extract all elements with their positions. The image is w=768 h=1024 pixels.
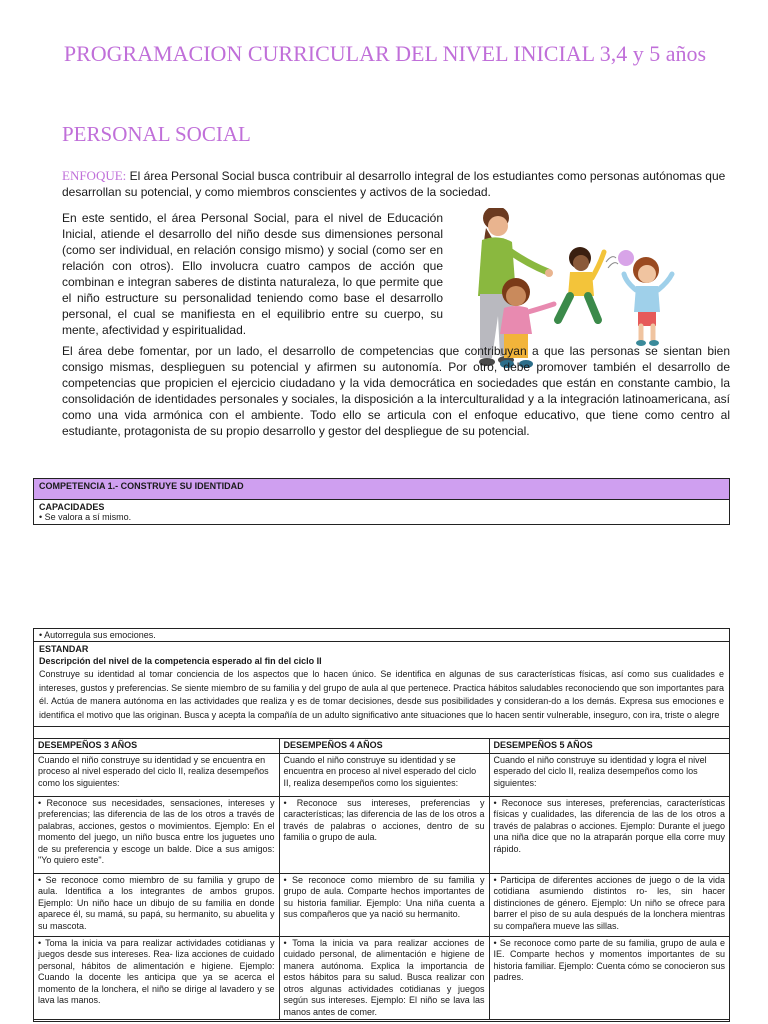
table-cell: • Reconoce sus necesidades, sensaciones, intereses y preferencias; las diferencia de las de los otros a través de palabras, acciones, gestos o movimientos. Ejemplo: En el momento del juego, un niño busca entre los juguetes uno de su preferencia y escoge un balde. Dice a sus amigos: "Yo quiero este". <box>34 796 279 873</box>
table-cell: Cuando el niño construye su identidad y se encuentra en proceso al nivel esperado del ciclo II, realiza desempeños como los siguientes: <box>279 753 489 796</box>
table-cell: Cuando el niño construye su identidad y se encuentra en proceso al nivel esperado del ciclo II, realiza desempeños como los siguientes: <box>34 753 279 796</box>
capacidades-cell <box>34 500 730 525</box>
enfoque-paragraph <box>62 168 730 200</box>
table-cell: • Se reconoce como miembro de su familia y grupo de aula. Comparte hechos importantes de su historia familiar. Ejemplo: Una niña cuenta a sus compañeros que ya nació su hermanito. <box>279 873 489 936</box>
table-cell: • Reconoce sus intereses, preferencias, características físicas y cualidades, las diferencia de las de los otros a través de palabras o acciones. Ejemplo: Durante el juego una niña dice que no la atraparán porque ella corre muy rápido. <box>489 796 729 873</box>
header-3-anos: DESEMPEÑOS 3 AÑOS <box>34 739 279 753</box>
table-cell: • Reconoce sus intereses, preferencias y características; las diferencia de las de los otros a través de palabras o acciones, dentro de su familia o grupo de aula. <box>279 796 489 873</box>
estandar-label: ESTANDAR <box>39 644 89 654</box>
table-cell: • Toma la inicia va para realizar actividades cotidianas y juegos desde sus intereses. Rea- liza acciones de cuidado personal, hábitos de alimentación e higiene. Ejemplo: Cuando la docente les anticipa que ya se acerca el momento de la lonchera, el niño se dirige al lavadero y se lava las manos. <box>34 936 279 1020</box>
table-cell: Cuando el niño construye su identidad y logra el nivel esperado del ciclo II, realiza desempeños como los siguientes: <box>489 753 729 796</box>
competencia-table <box>33 478 730 525</box>
table-cell: • Se reconoce como parte de su familia, grupo de aula e IE. Comparte hechos y momentos importantes de su historia familiar. Ejemplo: Cuenta cómo se conocieron sus padres. <box>489 936 729 1020</box>
spacer-row <box>34 727 729 739</box>
table-cell: • Se reconoce como miembro de su familia y grupo de aula. Identifica a los integrantes de ambos grupos. Ejemplo: Un niño hace un dibujo de su familia en donde aparece él, su mamá, su papá, su hermanito, su abuelita y su mascota. <box>34 873 279 936</box>
capacidades-label: CAPACIDADES <box>39 502 105 512</box>
estandar-desempenos-block <box>33 628 730 1022</box>
estandar-desc-title: Descripción del nivel de la competencia esperado al fin del ciclo II <box>39 656 322 666</box>
intro-paragraph-1: En este sentido, el área Personal Social, para el nivel de Educación Inicial, atiende el desarrollo del niño desde sus dimensiones personal (como ser individual, en relación consigo mismo) y social (como ser en relación con otros). Ello involucra cuatro campos de acción que combinan e integran saberes de distinta naturaleza, lo que permite que el niño estructure su personalidad teniendo como base el desarrollo personal, el cual se manifiesta en el equilibrio entre su cuerpo, su mente, afectividad y espiritualidad. <box>62 211 443 337</box>
intro-paragraph-2: El área debe fomentar, por un lado, el desarrollo de competencias que contribuyan a que las personas se sientan bien consigo mismas, desplieguen su potencial y afirmen su autonomía. Por otro, debe promover también el desarrollo de competencias que propicien el ejercicio ciudadano y la vida democrática en sociedades que están en constante cambio, la consolidación de identidades personales y sociales, la disposición a la interculturalidad y a la integración latinoamericana, así como una vida armónica con el ambiente. Todo ello se articula con el enfoque educativo, que tiene como centro al estudiante, protagonista de su propio desarrollo y gestor del despliegue de su potencial. <box>62 344 730 438</box>
enfoque-text: El área Personal Social busca contribuir al desarrollo integral de los estudiantes como personas autónomas que desarrollan su potencial, y como miembros conscientes y activos de la sociedad. <box>62 169 726 199</box>
page-title: PROGRAMACION CURRICULAR DEL NIVEL INICIAL 3,4 y 5 años <box>63 41 707 66</box>
capacidad-item: • Autorregula sus emociones. <box>34 629 729 642</box>
capacidad-item: • Se valora a sí mismo. <box>39 512 132 522</box>
header-5-anos: DESEMPEÑOS 5 AÑOS <box>489 739 729 753</box>
estandar-desc-text: Construye su identidad al tomar conciencia de los aspectos que lo hacen único. Se identifica en algunas de sus características físicas, así como sus cualidades e intereses, gustos y preferencias. Se siente miembro de su familia y del grupo de aula al que pertenece. Practica hábitos saludables reconociendo que son importantes para él. Actúa de manera autónoma en las actividades que realiza y es de tomar decisiones, desde sus posibilidades y consideran-do a los demás. Expresa sus emociones e identifica el motivo que las originan. Busca y acepta la compañía de un adulto significativo ante situaciones que lo hacen sentir vulnerable, inseguro, con ira, triste o alegre <box>39 669 724 720</box>
competencia-title: COMPETENCIA 1.- CONSTRUYE SU IDENTIDAD <box>34 479 730 500</box>
table-cell: • Toma la inicia va para realizar acciones de cuidado personal, de alimentación e higiene de manera autónoma. Explica la importancia de estos hábitos para su salud. Busca realizar con otros algunas actividades cotidianas y juegos según sus intereses. Ejemplo: El niño se lava las manos antes de comer. <box>279 936 489 1020</box>
desempenos-table <box>34 739 729 1020</box>
table-cell: • Participa de diferentes acciones de juego o de la vida cotidiana asumiendo distintos ro- les, sin hacer distinciones de género. Ejemplo: Un niño se ofrece para barrer el piso de su aula después de la lonchera mientras su compañera mueve las sillas. <box>489 873 729 936</box>
estandar-cell <box>34 642 729 727</box>
section-title: PERSONAL SOCIAL <box>62 122 251 146</box>
enfoque-label: ENFOQUE: <box>62 168 127 183</box>
header-4-anos: DESEMPEÑOS 4 AÑOS <box>279 739 489 753</box>
